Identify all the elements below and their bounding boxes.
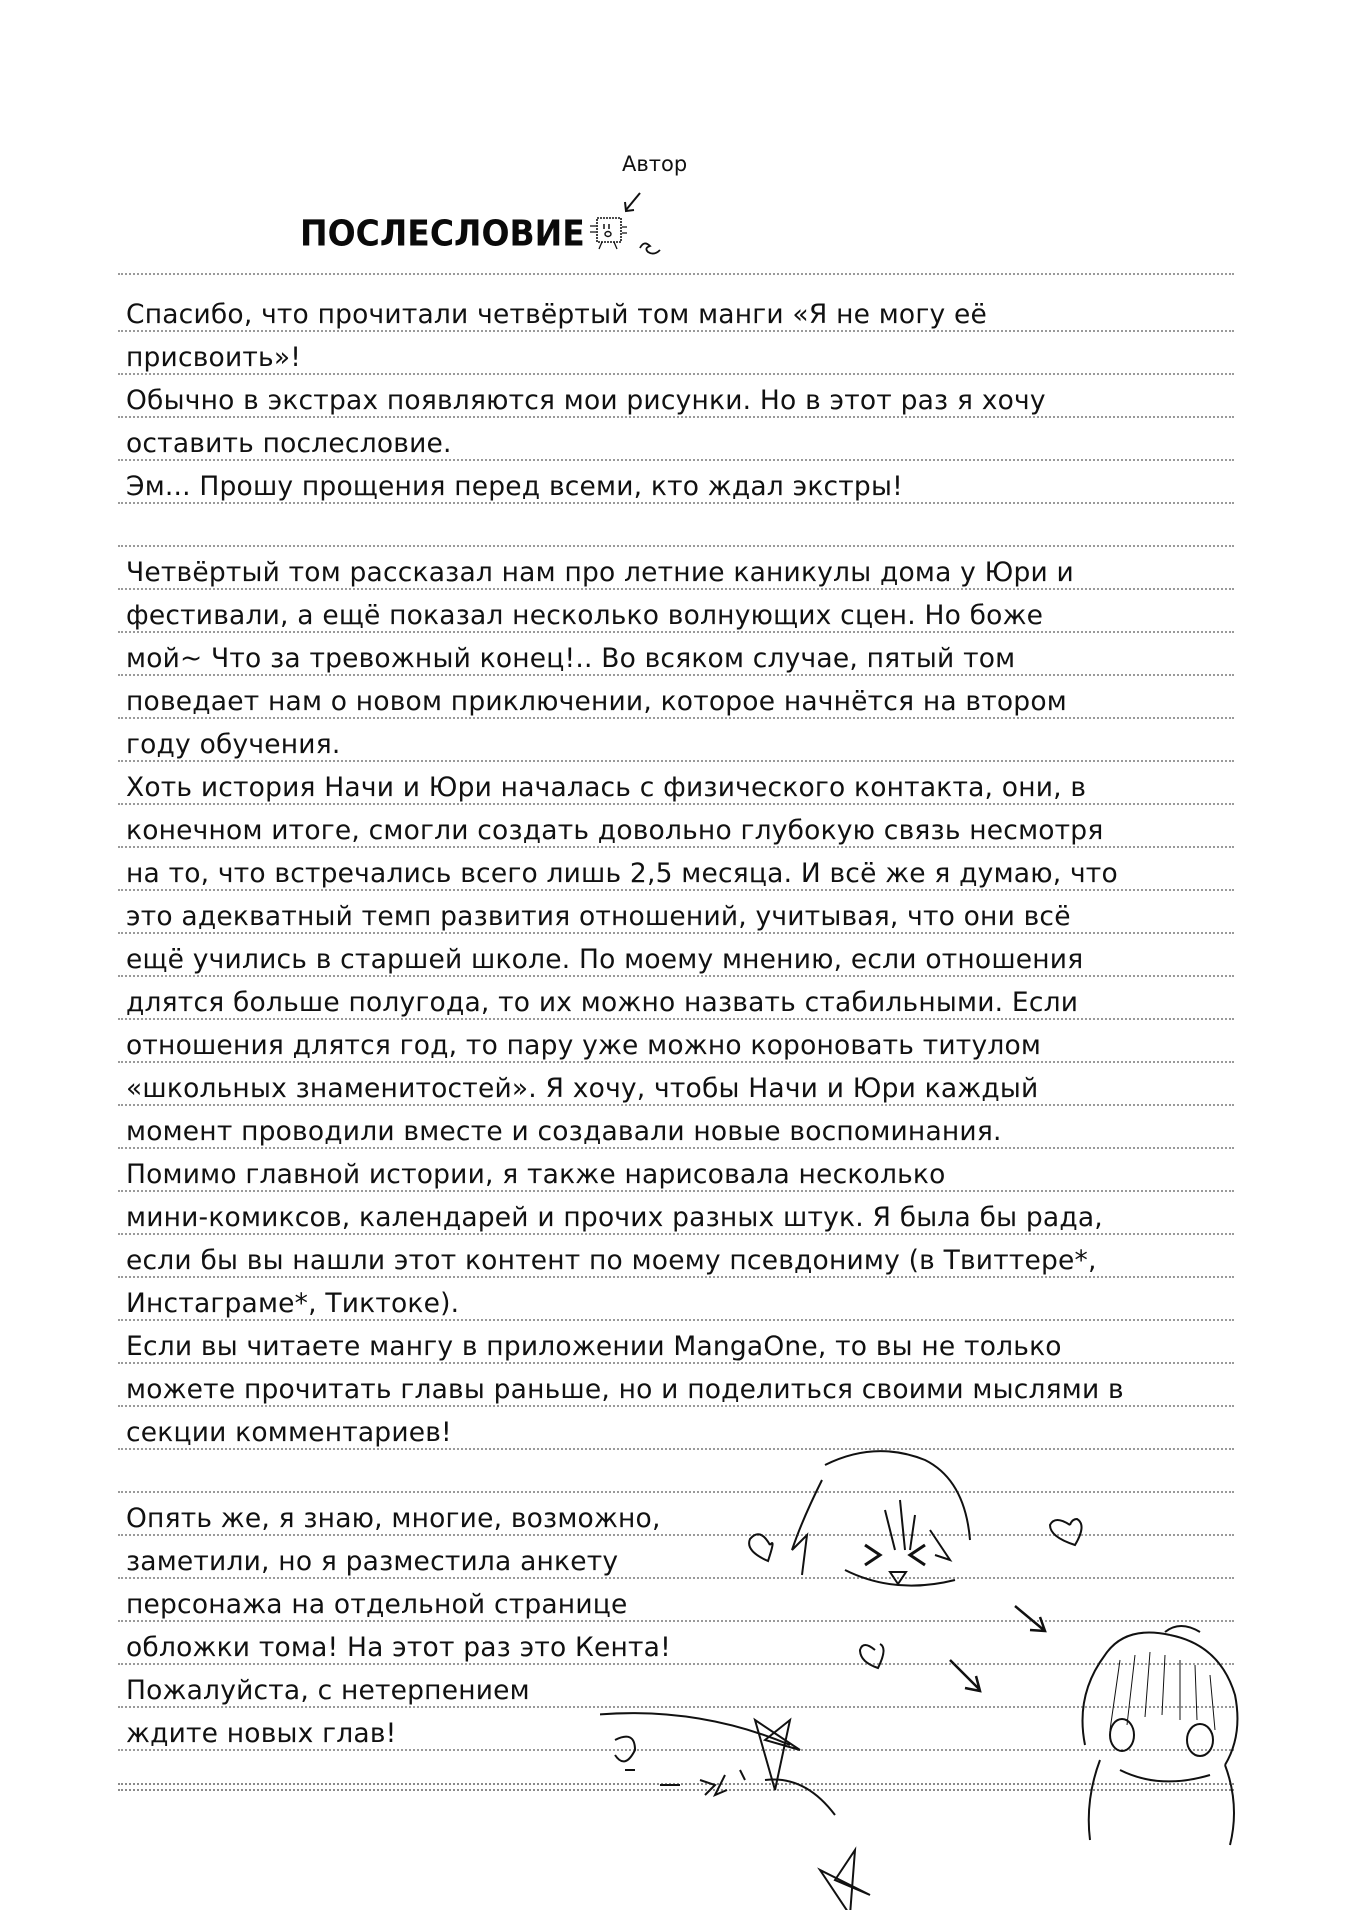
ruled-line	[118, 1319, 1234, 1321]
star-icon	[820, 1850, 870, 1910]
text-line: Помимо главной истории, я также нарисовала несколько	[126, 1159, 946, 1190]
text-line: конечном итоге, смогли создать довольно глубокую связь несмотря	[126, 815, 1104, 846]
ruled-line	[118, 545, 1234, 547]
text-line: присвоить»!	[126, 342, 302, 373]
ruled-line	[118, 1018, 1234, 1020]
text-line: ещё учились в старшей школе. По моему мнению, если отношения	[126, 944, 1084, 975]
text-line: если бы вы нашли этот контент по моему псевдониму (в Твиттере*,	[126, 1245, 1097, 1276]
heart-icon	[749, 1534, 772, 1561]
ruled-line	[118, 1190, 1234, 1192]
text-line: мини-комиксов, календарей и прочих разных штук. Я была бы рада,	[126, 1202, 1103, 1233]
arrow-icon	[950, 1660, 980, 1691]
text-line: Пожалуйста, с нетерпением	[126, 1675, 530, 1706]
ruled-line	[118, 975, 1234, 977]
text-line: мой~ Что за тревожный конец!.. Во всяком случае, пятый том	[126, 643, 1016, 674]
ruled-line	[118, 1405, 1234, 1407]
text-line: Опять же, я знаю, многие, возможно,	[126, 1503, 661, 1534]
text-line: «школьных знаменитостей». Я хочу, чтобы Начи и Юри каждый	[126, 1073, 1039, 1104]
chibi-boy-face-icon	[792, 1451, 970, 1586]
text-line: отношения длятся год, то пару уже можно короновать титулом	[126, 1030, 1042, 1061]
text-line: можете прочитать главы раньше, но и поделиться своими мыслями в	[126, 1374, 1124, 1405]
text-line: момент проводили вместе и создавали новые воспоминания.	[126, 1116, 1002, 1147]
text-line: ждите новых глав!	[126, 1718, 397, 1749]
ruled-line	[118, 846, 1234, 848]
ruled-line	[118, 330, 1234, 332]
sketch-area	[600, 1440, 1260, 1910]
ruled-line	[118, 1233, 1234, 1235]
ruled-line	[118, 1104, 1234, 1106]
heart-icon	[1050, 1519, 1082, 1545]
ruled-line	[118, 1276, 1234, 1278]
text-line: Если вы читаете мангу в приложении MangaOne, то вы не только	[126, 1331, 1062, 1362]
text-line: это адекватный темп развития отношений, учитывая, что они всё	[126, 901, 1071, 932]
text-line: обложки тома! На этот раз это Кента!	[126, 1632, 671, 1663]
text-line: Спасибо, что прочитали четвёртый том манги «Я не могу её	[126, 299, 987, 330]
ruled-line	[118, 588, 1234, 590]
text-line: на то, что встречались всего лишь 2,5 месяца. И всё же я думаю, что	[126, 858, 1118, 889]
arrow-icon	[1015, 1606, 1045, 1631]
page-title: ПОСЛЕСЛОВИЕ	[300, 212, 585, 255]
signature	[600, 1710, 835, 1815]
text-line: поведает нам о новом приключении, которое начнётся на втором	[126, 686, 1067, 717]
ruled-line	[118, 803, 1234, 805]
ruled-line	[118, 502, 1234, 504]
ruled-line	[118, 932, 1234, 934]
text-line: году обучения.	[126, 729, 341, 760]
chibi-girl-face-icon	[1083, 1626, 1238, 1845]
text-line: Хоть история Начи и Юри началась с физического контакта, они, в	[126, 772, 1087, 803]
text-line: Четвёртый том рассказал нам про летние каникулы дома у Юри и	[126, 557, 1074, 588]
ruled-line	[118, 1362, 1234, 1364]
ruled-line	[118, 1147, 1234, 1149]
ruled-line	[118, 674, 1234, 676]
text-line: заметили, но я разместила анкету	[126, 1546, 619, 1577]
text-line: фестивали, а ещё показал несколько волнующих сцен. Но боже	[126, 600, 1044, 631]
text-line: персонажа на отдельной странице	[126, 1589, 628, 1620]
text-line: секции комментариев!	[126, 1417, 452, 1448]
text-line: Обычно в экстрах появляются мои рисунки. Но в этот раз я хочу	[126, 385, 1046, 416]
text-line: Инстаграме*, Тиктоке).	[126, 1288, 460, 1319]
text-line: длятся больше полугода, то их можно назвать стабильными. Если	[126, 987, 1079, 1018]
heart-icon	[860, 1644, 884, 1668]
ruled-line	[118, 273, 1234, 275]
text-line: Эм... Прошу прощения перед всеми, кто ждал экстры!	[126, 471, 903, 502]
ruled-line	[118, 373, 1234, 375]
ruled-line	[118, 459, 1234, 461]
text-line: оставить послесловие.	[126, 428, 452, 459]
ruled-line	[118, 889, 1234, 891]
author-label: Автор	[622, 152, 688, 176]
ruled-line	[118, 760, 1234, 762]
ruled-line	[118, 717, 1234, 719]
ruled-line	[118, 1061, 1234, 1063]
ruled-line	[118, 416, 1234, 418]
author-avatar-icon	[580, 212, 690, 262]
ruled-line	[118, 631, 1234, 633]
